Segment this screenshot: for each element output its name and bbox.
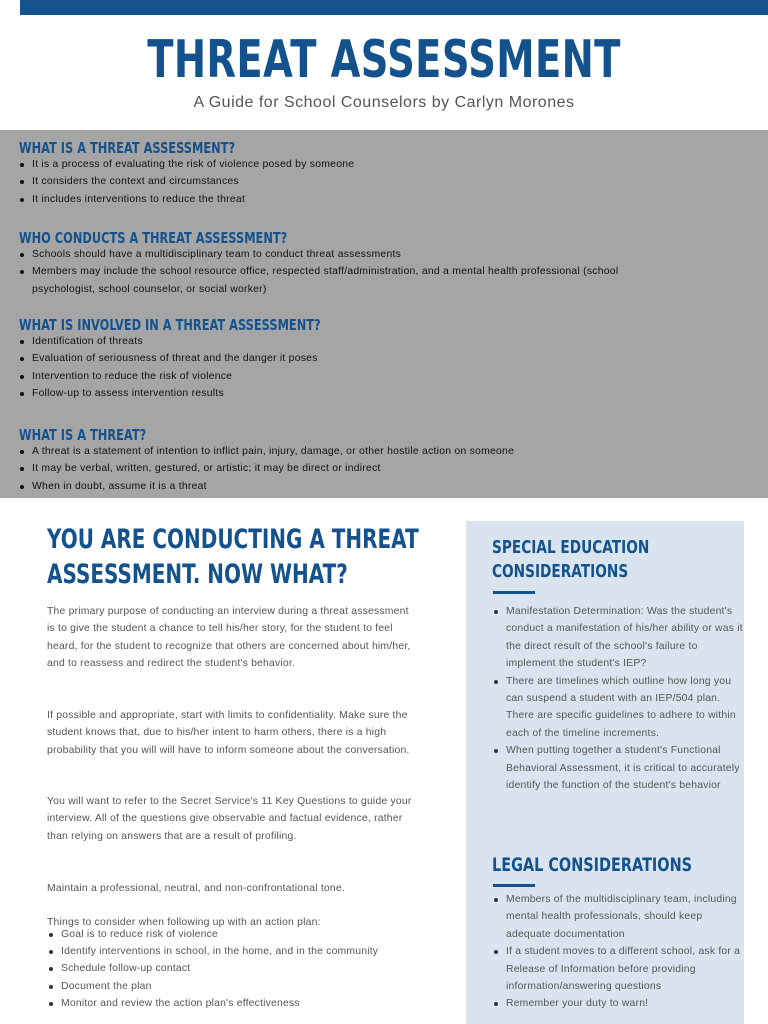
sped-heading (492, 536, 690, 584)
sped-list (493, 603, 744, 794)
list-item: It is a process of evaluating the risk of violence posed by someone (32, 156, 759, 173)
list-item: When putting together a student's Functional Behavioral Assessment, it is critical to accurately identify the function of the student's behavior (506, 742, 744, 794)
paragraph-confidentiality: If possible and appropriate, start with limits to confidentiality. Make sure the student knows that, due to his/her intent to harm others, there is a high probability that you will will have to inform someone about the conversation. (47, 710, 410, 756)
section-who-conducts (19, 230, 759, 298)
bullet-list (19, 333, 759, 403)
section-what-is-threat-assessment (19, 140, 759, 208)
section-what-is-involved (19, 317, 759, 403)
heading-underline (493, 884, 535, 887)
main-heading: YOU ARE CONDUCTING A THREAT ASSESSMENT. NOW WHAT? (47, 524, 419, 590)
sidebar-panel (466, 521, 744, 1024)
heading-underline (493, 591, 535, 594)
top-accent-bar (20, 0, 768, 15)
page-title: THREAT ASSESSMENT (147, 30, 621, 90)
list-item: Goal is to reduce risk of violence (61, 926, 441, 943)
list-item: Manifestation Determination: Was the student's conduct a manifestation of his/her ability or was it the direct result of the school's failure to implement the student's IEP? (506, 603, 744, 673)
list-item: Document the plan (61, 978, 441, 995)
list-item: Monitor and review the action plan's effectiveness (61, 995, 441, 1012)
paragraph-tone: Maintain a professional, neutral, and non-confrontational tone. (47, 883, 345, 894)
sped-heading-line: CONSIDERATIONS (492, 561, 629, 582)
section-heading: WHAT IS A THREAT ASSESSMENT? (19, 139, 236, 157)
paragraph-action-plan-intro: Things to consider when following up with an action plan: (47, 917, 321, 928)
list-item: Follow-up to assess intervention results (32, 385, 759, 402)
list-item: Evaluation of seriousness of threat and the danger it poses (32, 350, 759, 367)
section-heading: WHAT IS A THREAT? (19, 426, 147, 444)
list-item: A threat is a statement of intention to inflict pain, injury, damage, or other hostile action on someone (32, 443, 759, 460)
page-subtitle: A Guide for School Counselors by Carlyn Morones (193, 94, 575, 111)
list-item: Identification of threats (32, 333, 759, 350)
bullet-list (19, 156, 759, 208)
legal-heading: LEGAL CONSIDERATIONS (492, 854, 693, 876)
paragraph-purpose: The primary purpose of conducting an interview during a threat assessment is to give the student a chance to tell his/her story, for the student to feel heard, for the student to recognize that others are concerned about him/her, and to reassess and redirect the student's behavior. (47, 606, 411, 670)
list-item: It includes interventions to reduce the threat (32, 191, 759, 208)
list-item: Intervention to reduce the risk of violence (32, 368, 759, 385)
list-item: It considers the context and circumstances (32, 173, 759, 190)
bullet-list (19, 443, 759, 495)
list-item: Identify interventions in school, in the home, and in the community (61, 943, 441, 960)
bullet-list (19, 246, 759, 298)
section-heading: WHAT IS INVOLVED IN A THREAT ASSESSMENT? (19, 316, 321, 334)
list-item: When in doubt, assume it is a threat (32, 478, 759, 495)
paragraph-key-questions: You will want to refer to the Secret Service's 11 Key Questions to guide your interview. All of the questions give observable and factual evidence, rather than relying on answers that are a result of profiling. (47, 796, 412, 842)
sped-heading-line: SPECIAL EDUCATION (492, 537, 650, 558)
list-item: Schools should have a multidisciplinary team to conduct threat assessments (32, 246, 759, 263)
section-heading: WHO CONDUCTS A THREAT ASSESSMENT? (19, 229, 288, 247)
list-item: Remember your duty to warn! (506, 995, 744, 1012)
action-plan-list (47, 926, 441, 1012)
section-what-is-a-threat (19, 427, 759, 495)
legal-list (493, 891, 744, 1013)
list-item: Schedule follow-up contact (61, 960, 441, 977)
list-item: It may be verbal, written, gestured, or artistic; it may be direct or indirect (32, 460, 759, 477)
overview-panel (0, 130, 768, 498)
list-item: Members may include the school resource office, respected staff/administration, and a mental health professional (school psychologist, school counselor, or social worker) (32, 263, 632, 298)
list-item: Members of the multidisciplinary team, including mental health professionals, should keep adequate documentation (506, 891, 744, 943)
list-item: If a student moves to a different school, ask for a Release of Information before providing information/answering questions (506, 943, 744, 995)
list-item: There are timelines which outline how long you can suspend a student with an IEP/504 plan. There are specific guidelines to adhere to within each of the timeline increments. (506, 673, 744, 743)
